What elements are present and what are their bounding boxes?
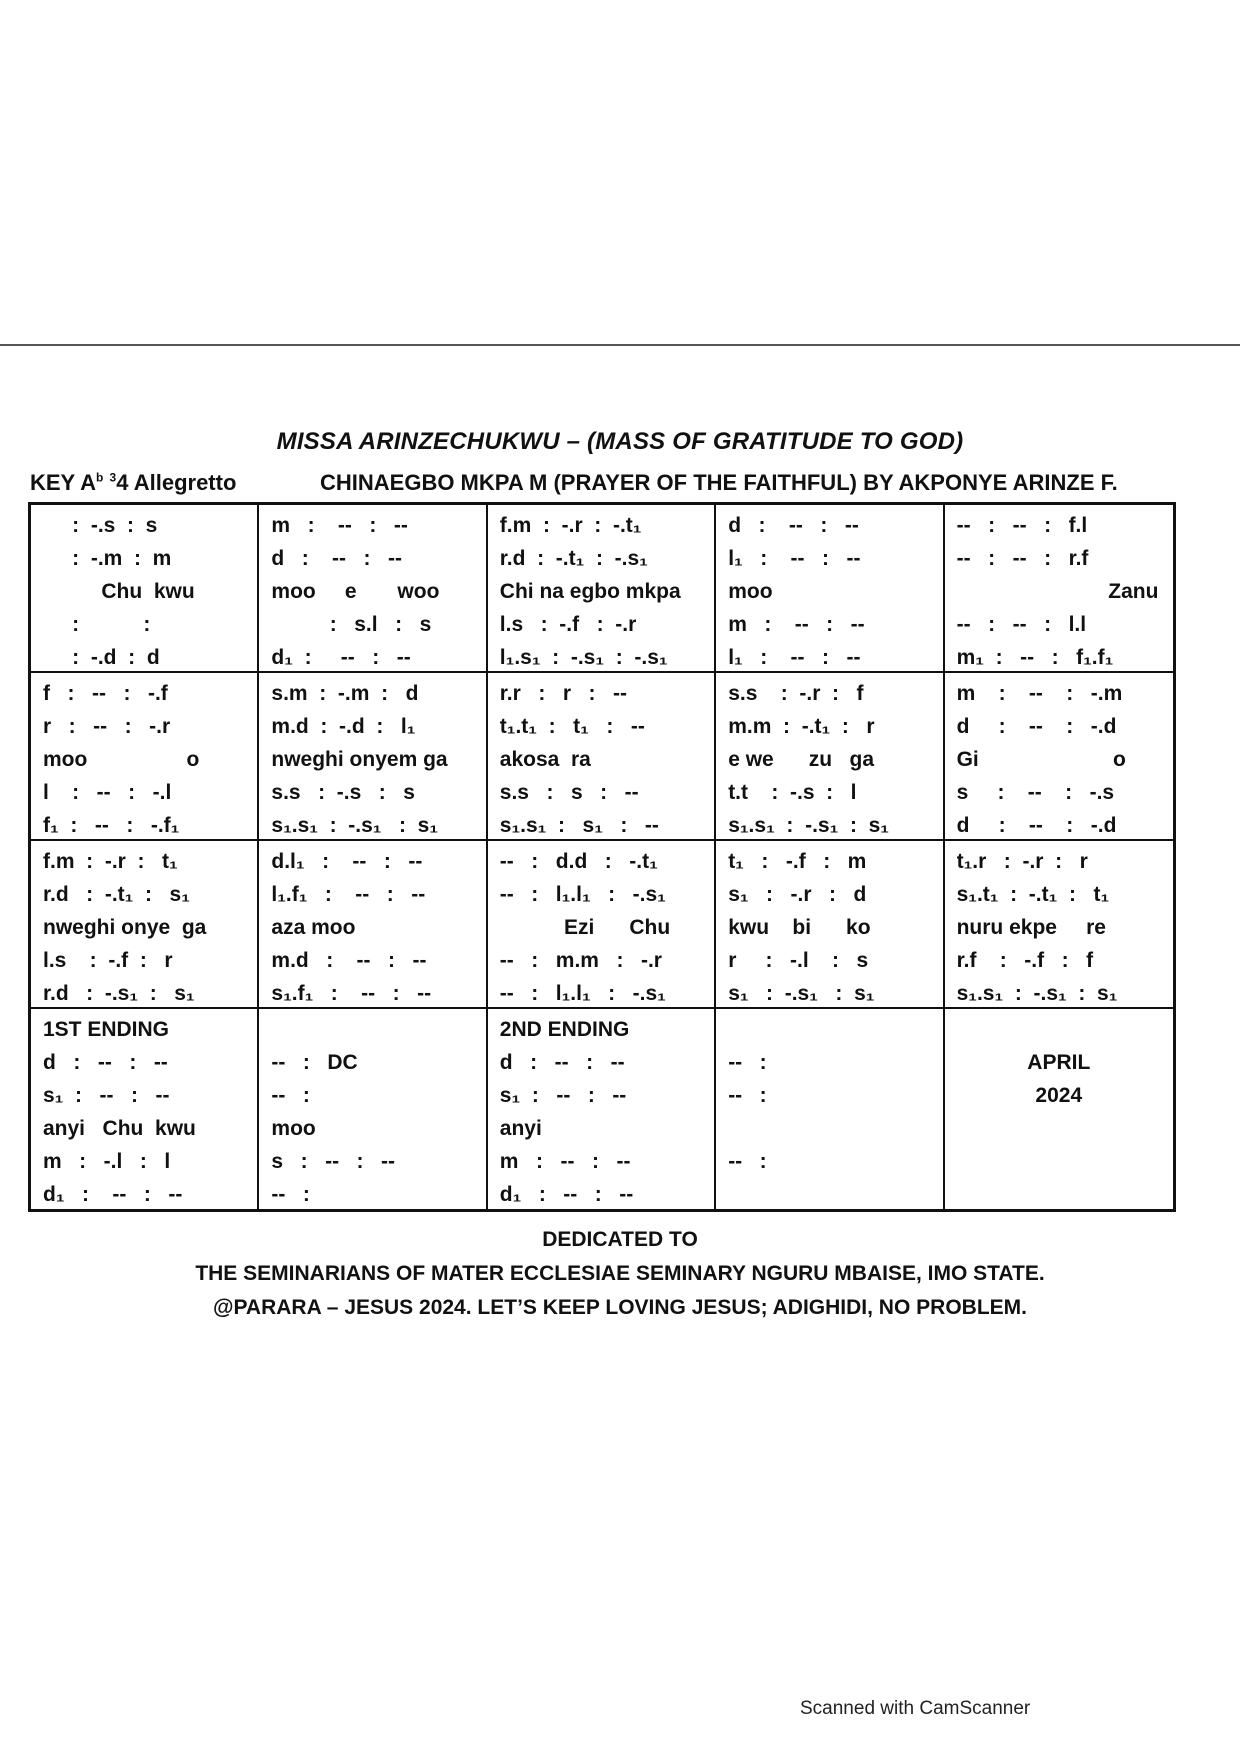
flat-sign: b xyxy=(96,470,104,485)
solfa-line: Ezi Chu xyxy=(499,916,671,939)
solfa-line: -- : xyxy=(728,1150,767,1173)
score-cell xyxy=(716,841,944,1009)
solfa-line: kwu bi ko xyxy=(728,916,871,939)
score-cell xyxy=(31,841,259,1009)
solfa-line: d₁ : -- : -- xyxy=(271,646,411,669)
solfa-line: t₁ : -.f : m xyxy=(728,850,867,873)
solfa-line: f.m : -.r : t₁ xyxy=(43,850,178,873)
solfa-line: d₁ : -- : -- xyxy=(499,1183,634,1206)
score-cell xyxy=(945,841,1173,1009)
solfa-line: -- : -- : r.f xyxy=(956,547,1089,570)
solfa-line: anyi xyxy=(499,1117,542,1140)
solfa-line: d : -- : -- xyxy=(728,514,859,537)
solfa-line: : s.l : s xyxy=(271,613,432,636)
solfa-line: t.t : -.s : l xyxy=(728,781,857,804)
solfa-line: -- : DC xyxy=(271,1051,358,1074)
solfa-line: : -.s : s xyxy=(43,514,158,537)
solfa-line: moo e woo xyxy=(271,580,440,603)
solfa-line: s.s : s : -- xyxy=(499,781,639,804)
solfa-line: s₁ : -.r : d xyxy=(728,883,867,906)
solfa-line: Chi na egbo mkpa xyxy=(499,580,681,603)
ending-heading: 1ST ENDING xyxy=(43,1018,170,1041)
score-cell xyxy=(31,505,259,673)
solfa-line: r.d : -.t₁ : s₁ xyxy=(43,883,190,906)
solfa-line: s₁ : -.s₁ : s₁ xyxy=(728,982,875,1005)
score-cell xyxy=(488,505,716,673)
solfa-line: t₁.t₁ : t₁ : -- xyxy=(499,715,645,738)
solfa-line: s.m : -.m : d xyxy=(271,682,419,705)
solfa-line: m.d : -- : -- xyxy=(271,949,427,972)
score-cell xyxy=(716,505,944,673)
score-cell xyxy=(31,673,259,841)
solfa-line: l₁ : -- : -- xyxy=(728,547,861,570)
solfa-line: r.f : -.f : f xyxy=(956,949,1094,972)
score-cell xyxy=(716,1009,944,1209)
dedication-line-1: THE SEMINARIANS OF MATER ECCLESIAE SEMINARY NGURU MBAISE, IMO STATE. xyxy=(195,1262,1045,1285)
solfa-line: r.r : r : -- xyxy=(499,682,627,705)
solfa-line: s₁.s₁ : s₁ : -- xyxy=(499,814,659,837)
solfa-line: d : -- : -- xyxy=(499,1051,625,1074)
solfa-line: -- : xyxy=(271,1183,310,1206)
solfa-line: Chu kwu xyxy=(43,580,195,603)
solfa-line: d : -- : -.d xyxy=(956,814,1117,837)
solfa-line: m.d : -.d : l₁ xyxy=(271,715,416,738)
solfa-line: m : -- : -- xyxy=(271,514,408,537)
solfa-line: -- : l₁.l₁ : -.s₁ xyxy=(499,982,666,1005)
score-cell xyxy=(945,505,1173,673)
solfa-line: -- : xyxy=(271,1084,310,1107)
date-line: 2024 xyxy=(1035,1084,1083,1107)
solfa-line: s₁.t₁ : -.t₁ : t₁ xyxy=(956,883,1110,906)
score-cell xyxy=(259,841,487,1009)
solfa-line: d₁ : -- : -- xyxy=(43,1183,183,1206)
solfa-line: r : -.l : s xyxy=(728,949,869,972)
solfa-line: e we zu ga xyxy=(728,748,875,771)
solfa-line: : -.d : d xyxy=(43,646,160,669)
piece-credit: CHINAEGBO MKPA M (PRAYER OF THE FAITHFUL) BY AKPONYE ARINZE F. xyxy=(320,470,1118,495)
solfa-line: Gi o xyxy=(956,748,1126,771)
top-rule xyxy=(0,344,1240,346)
solfa-line: l.s : -.f : r xyxy=(43,949,173,972)
solfa-line: -- : xyxy=(728,1051,767,1074)
time-signature-top: 3 xyxy=(109,470,117,485)
score-cell xyxy=(488,1009,716,1209)
solfa-line: d.l₁ : -- : -- xyxy=(271,850,423,873)
solfa-line: d : -- : -- xyxy=(43,1051,168,1074)
solfa-line: t₁.r : -.r : r xyxy=(956,850,1088,873)
solfa-line: s.s : -.s : s xyxy=(271,781,415,804)
solfa-line: -- : m.m : -.r xyxy=(499,949,662,972)
score-cell xyxy=(716,673,944,841)
solfa-line: d : -- : -.d xyxy=(956,715,1117,738)
solfa-line: moo o xyxy=(43,748,200,771)
solfa-line: anyi Chu kwu xyxy=(43,1117,196,1140)
document-title: MISSA ARINZECHUKWU – (MASS OF GRATITUDE TO GOD) xyxy=(276,428,964,455)
dedication-line-2: @PARARA – JESUS 2024. LET’S KEEP LOVING JESUS; ADIGHIDI, NO PROBLEM. xyxy=(213,1296,1027,1319)
solfa-line: l₁.s₁ : -.s₁ : -.s₁ xyxy=(499,646,668,669)
solfa-line xyxy=(728,1013,930,1046)
solfa-line xyxy=(728,1178,930,1209)
solfa-line: m : -- : -.m xyxy=(956,682,1123,705)
solfa-line: m : -- : -- xyxy=(499,1150,631,1173)
solfa-line: r : -- : -.r xyxy=(43,715,171,738)
solfa-line: r.d : -.s₁ : s₁ xyxy=(43,982,195,1005)
solfa-line xyxy=(728,1112,930,1145)
solfa-line: s.s : -.r : f xyxy=(728,682,864,705)
date-line: APRIL xyxy=(1027,1051,1091,1074)
solfa-line: s₁.s₁ : -.s₁ : s₁ xyxy=(271,814,439,837)
solfa-line: akosa ra xyxy=(499,748,591,771)
solfa-line: f.m : -.r : -.t₁ xyxy=(499,514,642,537)
solfa-line: moo xyxy=(728,580,773,603)
solfa-line: d : -- : -- xyxy=(271,547,403,570)
solfa-line: nweghi onyem ga xyxy=(271,748,448,771)
solfa-score-table xyxy=(28,502,1176,1212)
solfa-line: m.m : -.t₁ : r xyxy=(728,715,875,738)
score-cell xyxy=(945,1009,1173,1209)
solfa-line: s₁ : -- : -- xyxy=(43,1084,170,1107)
score-cell xyxy=(259,673,487,841)
ending-heading: 2ND ENDING xyxy=(499,1018,630,1041)
score-cell xyxy=(945,673,1173,841)
solfa-line: -- : d.d : -.t₁ xyxy=(499,850,658,873)
solfa-line: f : -- : -.f xyxy=(43,682,168,705)
key-prefix: KEY A xyxy=(30,470,97,495)
solfa-line: m : -.l : l xyxy=(43,1150,171,1173)
solfa-line: r.d : -.t₁ : -.s₁ xyxy=(499,547,648,570)
solfa-line: m : -- : -- xyxy=(728,613,865,636)
score-cell xyxy=(31,1009,259,1209)
solfa-line: -- : -- : f.l xyxy=(956,514,1088,537)
solfa-line xyxy=(271,1013,473,1046)
solfa-line: aza moo xyxy=(271,916,356,939)
solfa-line: Zanu xyxy=(956,580,1159,603)
solfa-line: s₁.s₁ : -.s₁ : s₁ xyxy=(956,982,1118,1005)
solfa-line: f₁ : -- : -.f₁ xyxy=(43,814,180,837)
solfa-line: l₁.f₁ : -- : -- xyxy=(271,883,426,906)
solfa-line: l : -- : -.l xyxy=(43,781,172,804)
solfa-line: s : -- : -- xyxy=(271,1150,396,1173)
score-cell xyxy=(488,841,716,1009)
subtitle-row xyxy=(30,470,1180,502)
solfa-line: nuru ekpe re xyxy=(956,916,1106,939)
solfa-line: : -.m : m xyxy=(43,547,172,570)
solfa-line: -- : l₁.l₁ : -.s₁ xyxy=(499,883,666,906)
solfa-line: s₁ : -- : -- xyxy=(499,1084,627,1107)
solfa-line: : : xyxy=(43,613,151,636)
solfa-line: l.s : -.f : -.r xyxy=(499,613,637,636)
key-signature xyxy=(30,470,236,496)
solfa-line: -- : -- : l.l xyxy=(956,613,1087,636)
score-cell xyxy=(259,1009,487,1209)
scanner-watermark: Scanned with CamScanner xyxy=(800,1698,1031,1719)
score-cell xyxy=(259,505,487,673)
solfa-line: -- : xyxy=(728,1084,767,1107)
solfa-line: l₁ : -- : -- xyxy=(728,646,861,669)
date-line xyxy=(957,1013,1161,1046)
score-cell xyxy=(488,673,716,841)
solfa-line: s : -- : -.s xyxy=(956,781,1115,804)
solfa-line: moo xyxy=(271,1117,316,1140)
dedication-heading: DEDICATED TO xyxy=(542,1228,698,1251)
key-suffix: 4 Allegretto xyxy=(116,470,237,495)
solfa-line: s₁.s₁ : -.s₁ : s₁ xyxy=(728,814,889,837)
solfa-line: s₁.f₁ : -- : -- xyxy=(271,982,432,1005)
solfa-line: m₁ : -- : f₁.f₁ xyxy=(956,646,1114,669)
solfa-line: nweghi onye ga xyxy=(43,916,207,939)
